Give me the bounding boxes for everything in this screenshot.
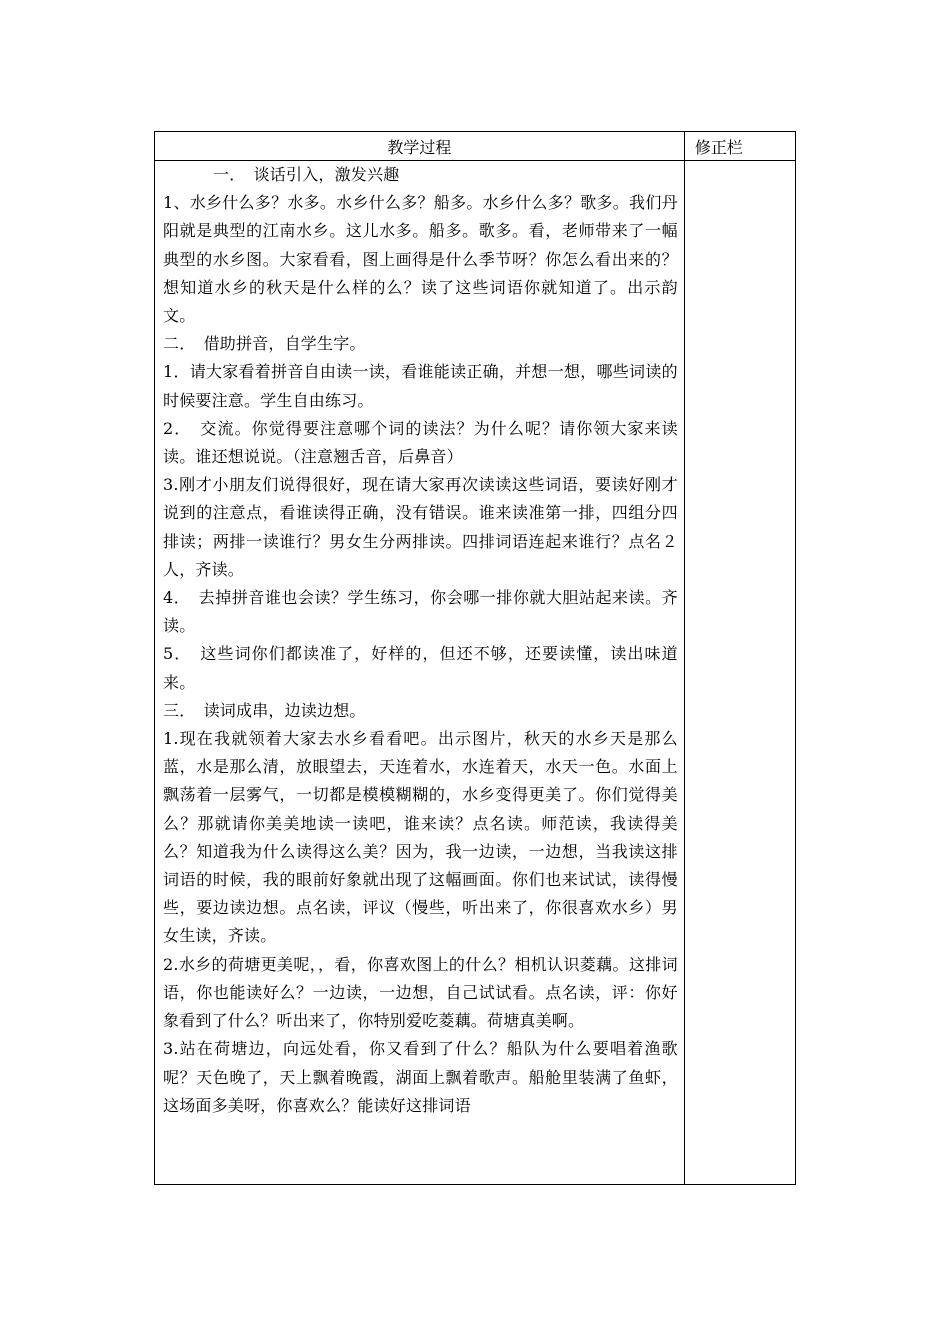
paragraph: 1、水乡什么多？水多。水乡什么多？船多。水乡什么多？歌多。我们丹阳就是典型的江南水乡。这儿水多。船多。歌多。看，老师带来了一幅典型的水乡图。大家看看，图上画得是什么季节呀？你怎么看出来的？想知道水乡的秋天是什么样的么？读了这些词语你就知道了。出示韵文。 (163, 193, 678, 326)
paragraph: 4． 去掉拼音谁也会读？学生练习，你会哪一排你就大胆站起来读。齐读。 (163, 588, 678, 636)
section-heading: 二． 借助拼音，自学生字。 (163, 334, 366, 354)
paragraph: 1.现在我就领着大家去水乡看看吧。出示图片，秋天的水乡天是那么蓝，水是那么清，放眼望去，天连着水，水连着天，水天一色。水面上飘荡着一层雾气，一切都是模模糊糊的，水乡变得更美了。你们觉得美么？那就请你美美地读一读吧，谁来读？点名读。师范读，我读得美么？知道我为什么读得这么美？因为，我一边读，一边想，当我读这排词语的时候，我的眼前好象就出现了这幅画面。你们也来试试，读得慢些，要边读边想。点名读，评议（慢些，听出来了，你很喜欢水乡）男女生读，齐读。 (163, 729, 678, 946)
header-teaching-process: 教学过程 (155, 132, 685, 161)
paragraph: 3.刚才小朋友们说得很好，现在请大家再次读读这些词语，要读好刚才说到的注意点，看谁读得正确，没有错误。谁来读准第一排，四组分四排读；两排一读谁行？男女生分两排读。四排词语连起来谁行？点名２人，齐读。 (163, 475, 678, 579)
table-body-row (155, 161, 796, 1185)
header-correction-column: 修正栏 (684, 132, 795, 161)
paragraph: 3.站在荷塘边，向远处看，你又看到了什么？船队为什么要唱着渔歌呢？天色晚了，天上飘着晚霞，湖面上飘着歌声。船舱里装满了鱼虾，这场面多美呀，你喜欢么？能读好这排词语 (163, 1039, 678, 1115)
correction-column-cell (684, 161, 795, 1185)
paragraph: 2.水乡的荷塘更美呢，，看，你喜欢图上的什么？相机认识菱藕。这排词语，你也能读好么？一边读，一边想，自己试试看。点名读，评：你好象看到了什么？听出来了，你特别爱吃菱藕。荷塘真美啊。 (163, 954, 678, 1031)
teaching-process-content (163, 161, 678, 1120)
lesson-table (154, 131, 796, 1185)
section-heading: 三． 读词成串，边读边想。 (163, 700, 366, 720)
section-heading: 一． 谈话引入，激发兴趣 (213, 165, 400, 184)
paragraph: 5． 这些词你们都读准了，好样的，但还不够，还要读懂，读出味道来。 (163, 644, 678, 692)
teaching-process-cell (155, 161, 685, 1185)
paragraph: 2． 交流。你觉得要注意哪个词的读法？为什么呢？请你领大家来读读。谁还想说说。（注意翘舌音，后鼻音） (163, 418, 678, 467)
paragraph: 1．请大家看着拼音自由读一读，看谁能读正确，并想一想，哪些词读的时候要注意。学生自由练习。 (163, 362, 678, 410)
table-header-row (155, 132, 796, 161)
